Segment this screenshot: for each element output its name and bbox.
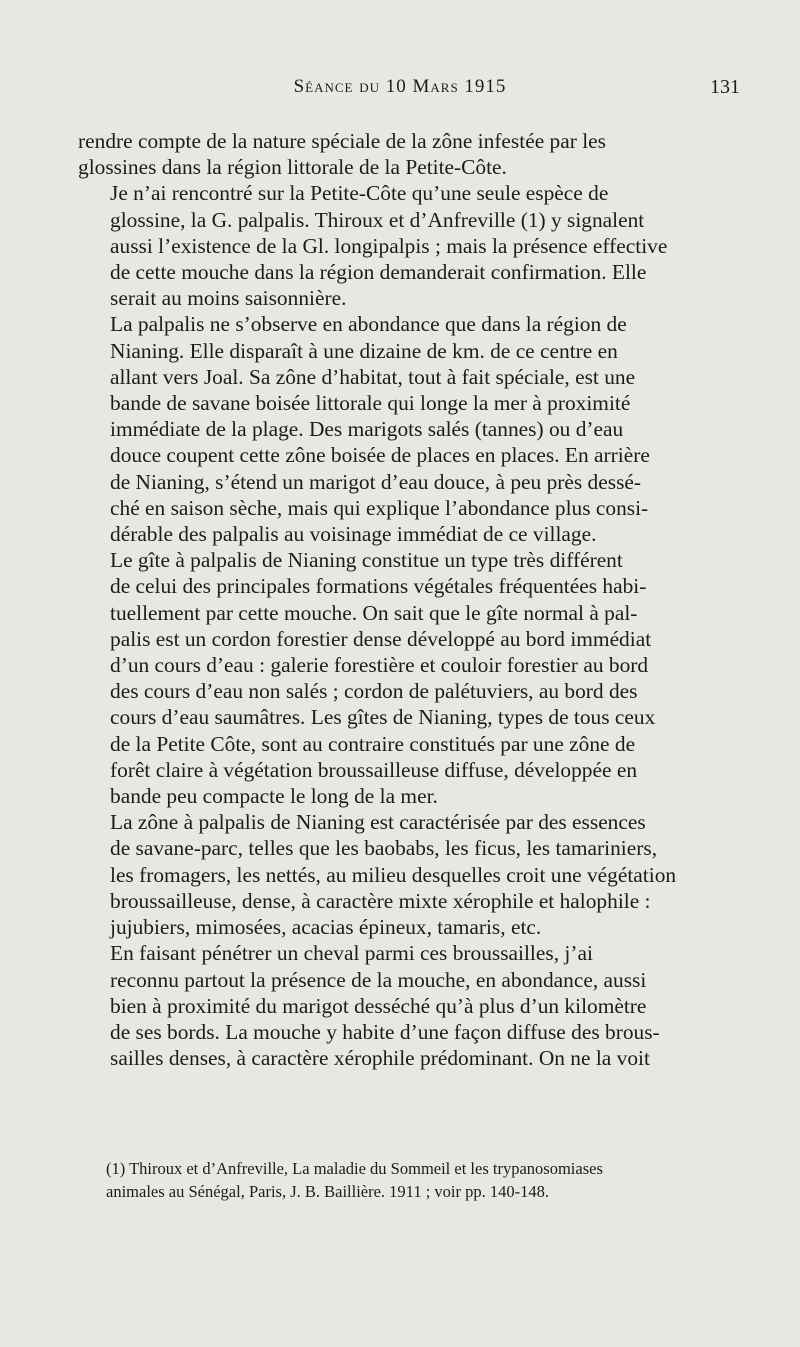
- text-line: glossine, la G. palpalis. Thiroux et d’Anfreville (1) y signalent: [110, 207, 645, 232]
- text-line: de Nianing, s’étend un marigot d’eau douce, à peu près dessé-: [110, 469, 642, 494]
- text-line: ché en saison sèche, mais qui explique l’abondance plus consi-: [110, 495, 649, 520]
- paragraph: [78, 180, 742, 311]
- text-line: dérable des palpalis au voisinage immédiat de ce village.: [110, 522, 597, 547]
- text-line: Le gîte à palpalis de Nianing constitue un type très différent: [110, 548, 623, 573]
- text-line: reconnu partout la présence de la mouche, en abondance, aussi: [110, 967, 647, 992]
- page-number: 131: [710, 76, 740, 98]
- text-line: d’un cours d’eau : galerie forestière et couloir forestier au bord: [110, 653, 649, 678]
- paragraph: [78, 809, 742, 940]
- text-line: sailles denses, à caractère xérophile prédominant. On ne la voit: [110, 1046, 650, 1071]
- text-line: palis est un cordon forestier dense développé au bord immédiat: [110, 626, 652, 651]
- text-line: forêt claire à végétation broussailleuse diffuse, développée en: [110, 757, 638, 782]
- paragraph: [78, 547, 742, 809]
- text-line: bande de savane boisée littorale qui longe la mer à proximité: [110, 391, 631, 416]
- text-line: de savane-parc, telles que les baobabs, les ficus, les tamariniers,: [110, 836, 658, 861]
- text-line: bien à proximité du marigot desséché qu’à plus d’un kilomètre: [110, 993, 647, 1018]
- text-line: immédiate de la plage. Des marigots salés (tannes) ou d’eau: [110, 417, 624, 442]
- text-line: rendre compte de la nature spéciale de la zône infestée par les: [78, 129, 606, 153]
- text-line: En faisant pénétrer un cheval parmi ces broussailles, j’ai: [110, 941, 593, 966]
- text-line: jujubiers, mimosées, acacias épineux, tamaris, etc.: [110, 915, 542, 940]
- text-line: tuellement par cette mouche. On sait que le gîte normal à pal-: [110, 600, 638, 625]
- running-head: Séance du 10 Mars 1915: [293, 76, 507, 97]
- body-text: [78, 128, 742, 1071]
- footnote: [78, 1157, 750, 1203]
- text-line: allant vers Joal. Sa zône d’habitat, tout à fait spéciale, est une: [110, 364, 636, 389]
- footnote-line: animales au Sénégal, Paris, J. B. Baillière. 1911 ; voir pp. 140-148.: [106, 1182, 549, 1201]
- page-header: [0, 76, 800, 110]
- text-line: douce coupent cette zône boisée de places en places. En arrière: [110, 443, 650, 468]
- text-line: broussailleuse, dense, à caractère mixte xérophile et halophile :: [110, 888, 651, 913]
- text-line: serait au moins saisonnière.: [110, 286, 347, 311]
- text-line: aussi l’existence de la Gl. longipalpis ; mais la présence effective: [110, 233, 668, 258]
- text-line: de ses bords. La mouche y habite d’une façon diffuse des brous-: [110, 1019, 660, 1044]
- footnote-line: (1) Thiroux et d’Anfreville, La maladie du Sommeil et les trypanosomiases: [106, 1159, 603, 1178]
- text-line: Je n’ai rencontré sur la Petite-Côte qu’une seule espèce de: [110, 181, 609, 206]
- text-line: glossines dans la région littorale de la Petite-Côte.: [78, 155, 507, 180]
- text-line: de la Petite Côte, sont au contraire constitués par une zône de: [110, 731, 636, 756]
- text-line: de celui des principales formations végétales fréquentées habi-: [110, 574, 647, 599]
- paragraph: [78, 311, 742, 547]
- text-line: Nianing. Elle disparaît à une dizaine de km. de ce centre en: [110, 338, 618, 363]
- text-line: La palpalis ne s’observe en abondance que dans la région de: [110, 312, 627, 337]
- text-line: de cette mouche dans la région demanderait confirmation. Elle: [110, 260, 647, 285]
- text-line: des cours d’eau non salés ; cordon de palétuviers, au bord des: [110, 679, 638, 704]
- text-line: cours d’eau saumâtres. Les gîtes de Nianing, types de tous ceux: [110, 705, 656, 730]
- text-line: bande peu compacte le long de la mer.: [110, 784, 438, 809]
- paragraph: [78, 128, 742, 180]
- paragraph: [78, 940, 742, 1071]
- text-line: La zône à palpalis de Nianing est caractérisée par des essences: [110, 810, 646, 835]
- text-line: les fromagers, les nettés, au milieu desquelles croit une végétation: [110, 862, 677, 887]
